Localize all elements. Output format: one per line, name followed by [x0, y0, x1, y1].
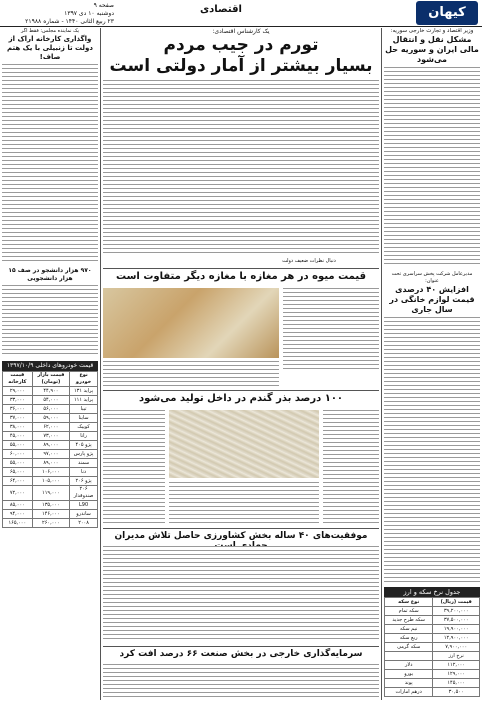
currency-table-row	[385, 616, 480, 625]
car-table-cell: ۳۶,۰۰۰	[3, 405, 33, 414]
car-table-header-cell: نوع خودرو	[70, 372, 98, 387]
currency-table-row	[385, 661, 480, 670]
car-table-row	[3, 414, 98, 423]
car-price-table	[2, 371, 98, 528]
currency-table-cell: ۱۹,۹۰۰,۰۰۰	[433, 625, 480, 634]
wheat-photo	[169, 410, 319, 478]
lead-byline: دنبال نظرات ضعیف دولت	[282, 258, 336, 264]
currency-table-cell: دلار	[385, 661, 433, 670]
currency-table-cell: ۷,۹۰۰,۰۰۰	[433, 643, 480, 652]
fruit-photo	[103, 288, 279, 358]
currency-table-cell: ۱۱۲,۰۰۰	[433, 661, 480, 670]
car-table-cell: کوییک	[70, 423, 98, 432]
car-table-row	[3, 441, 98, 450]
car-table-cell: ۳۸,۰۰۰	[3, 423, 33, 432]
car-table-cell: ۱۴۶,۰۰۰	[32, 510, 69, 519]
currency-table	[384, 597, 480, 697]
car-table-cell: ۹۷,۰۰۰	[32, 450, 69, 459]
agri-headline: موفقیت‌های ۴۰ ساله بخش کشاورزی حاصل تلاش مدیران	[114, 531, 368, 541]
issue-date: دوشنبه ۱۰ دی ۱۳۹۷	[64, 10, 114, 17]
center-area	[103, 28, 379, 700]
car-table-cell: ۱۳۵,۰۰۰	[32, 501, 69, 510]
agri-article-body	[103, 546, 379, 642]
car-table-title: قیمت خودروهای داخلی ۱۳۹۷/۱۰/۹	[2, 361, 98, 371]
currency-table-title: جدول نرخ سکه و ارز	[384, 587, 480, 597]
car-table-row	[3, 519, 98, 528]
left-mid-body	[2, 285, 98, 357]
car-table-cell: ۴۴,۹۰۰	[32, 387, 69, 396]
car-table-cell: ۵۵,۰۰۰	[3, 459, 33, 468]
wheat-article-body	[323, 410, 379, 524]
car-table-row	[3, 432, 98, 441]
car-table-cell: ساندرو	[70, 510, 98, 519]
car-table-cell: سمند	[70, 459, 98, 468]
invest-article-body	[103, 664, 379, 700]
currency-table-cell: یورو	[385, 670, 433, 679]
currency-table-cell	[385, 652, 433, 661]
car-table-row	[3, 477, 98, 486]
left-headline: واگذاری کارخانه اراک از دولت تا زنبیلی با یک هتم صاف!	[7, 35, 93, 61]
divider	[103, 646, 379, 647]
currency-table-cell: درهم امارات	[385, 688, 433, 697]
divider	[103, 390, 379, 391]
right-column-divider	[381, 28, 382, 700]
car-table-row	[3, 510, 98, 519]
car-table-cell: ۵۵,۰۰۰	[3, 441, 33, 450]
car-table-cell: L90	[70, 501, 98, 510]
car-table-cell: تیبا	[70, 405, 98, 414]
right-mid-body	[384, 317, 480, 583]
left-column-divider	[100, 28, 101, 700]
currency-table-row	[385, 652, 480, 661]
lead-article-body	[103, 80, 379, 256]
car-table-cell: ۳۳,۰۰۰	[3, 396, 33, 405]
currency-table-row	[385, 607, 480, 616]
fruit-article-body	[283, 288, 379, 372]
car-table-cell: ۹۴,۰۰۰	[3, 510, 33, 519]
car-table-cell: رانا	[70, 432, 98, 441]
left-kicker: یک نماینده مجلس: فقط اگر	[21, 28, 79, 34]
car-table-row	[3, 501, 98, 510]
right-kicker: وزیر اقتصاد و تجارت خارجی سوریه:	[390, 28, 474, 34]
wheat-article-body-3	[169, 482, 319, 524]
left-article-body	[2, 64, 98, 264]
car-table-cell: ۲۰۶ صندوقدار	[70, 486, 98, 501]
car-table-cell: پراید ۱۱۱	[70, 396, 98, 405]
left-column	[2, 28, 98, 700]
lead-headline-1: تورم در جیب مردم	[163, 35, 319, 55]
currency-table-header-cell: نوع سکه	[385, 598, 433, 607]
divider	[103, 268, 379, 269]
currency-table-row	[385, 679, 480, 688]
lead-headline-2: بسیار بیشتر از آمار دولتی است	[109, 56, 373, 76]
currency-table-cell: ۳۹,۲۰۰,۰۰۰	[433, 607, 480, 616]
car-table-cell: ۵۴,۰۰۰	[32, 396, 69, 405]
car-table-cell: ۲۰۰۸	[70, 519, 98, 528]
currency-table-cell: ۳۷,۵۰۰,۰۰۰	[433, 616, 480, 625]
issue-number: ۲۳ ربیع الثانی ۱۴۴۰ - شماره ۲۱۹۸۸	[25, 18, 114, 25]
car-table-cell: پراید ۱۳۱	[70, 387, 98, 396]
car-table-cell: ۴۵,۰۰۰	[3, 432, 33, 441]
currency-table-cell: ۱۴۵,۰۰۰	[433, 679, 480, 688]
car-table-cell: ۵۶,۰۰۰	[32, 405, 69, 414]
car-table-cell: ۳۷,۰۰۰	[3, 414, 33, 423]
car-table-cell: دنا	[70, 468, 98, 477]
section-title: اقتصادی	[200, 4, 242, 15]
car-table-cell: ۸۹,۰۰۰	[32, 459, 69, 468]
car-table-row	[3, 486, 98, 501]
page-header	[0, 0, 482, 27]
right-mid-headline: افزایش ۴۰ درصدی قیمت لوازم خانگی در سال جاری	[389, 285, 475, 314]
page-number: صفحه ۹	[93, 2, 114, 9]
lead-kicker: یک کارشناس اقتصادی:	[212, 28, 270, 35]
currency-table-row	[385, 643, 480, 652]
car-table-row	[3, 387, 98, 396]
car-table-cell: ۲۶۰,۰۰۰	[32, 519, 69, 528]
currency-table-row	[385, 670, 480, 679]
currency-table-header-cell: قیمت (ریال)	[433, 598, 480, 607]
currency-table-cell: ۱۲۹,۰۰۰	[433, 670, 480, 679]
car-table-cell: ۶۰,۰۰۰	[3, 450, 33, 459]
currency-table-cell: ۱۲,۹۰۰,۰۰۰	[433, 634, 480, 643]
car-table-row	[3, 405, 98, 414]
car-table-cell: ۶۲,۰۰۰	[32, 423, 69, 432]
car-table-cell: ۱۶۵,۰۰۰	[3, 519, 33, 528]
wheat-headline: ۱۰۰ درصد بذر گندم در داخل تولید می‌شود	[138, 393, 344, 404]
car-table-header-cell: قیمت کارخانه	[3, 372, 33, 387]
car-table-cell: ۱۰۶,۰۰۰	[32, 468, 69, 477]
fruit-headline: قیمت میوه در هر مغازه با مغازه دیگر متفاوت است	[115, 271, 366, 282]
car-table-cell: پژو پارس	[70, 450, 98, 459]
car-table-cell: ۸۹,۰۰۰	[32, 441, 69, 450]
car-table-cell: ۷۲,۰۰۰	[3, 486, 33, 501]
currency-table-cell: سکه طرح جدید	[385, 616, 433, 625]
right-mid-kicker: مدیرعامل شرکت پخش سراسری تحت عنوان:	[391, 271, 473, 284]
car-table-cell: ۲۹,۰۰۰	[3, 387, 33, 396]
right-column	[384, 28, 480, 700]
currency-table-cell: پوند	[385, 679, 433, 688]
car-table-row	[3, 396, 98, 405]
fruit-article-body-2	[103, 361, 279, 388]
currency-table-cell: سکه تمام	[385, 607, 433, 616]
car-table-cell: ۱۰۵,۰۰۰	[32, 477, 69, 486]
car-table-cell: ۸۵,۰۰۰	[3, 501, 33, 510]
invest-headline: سرمایه‌گذاری خارجی در بخش صنعت ۶۶ درصد افت کرد	[119, 649, 363, 659]
kayhan-logo: کیهان	[416, 1, 478, 25]
currency-table-cell: سکه گرمی	[385, 643, 433, 652]
car-table-row	[3, 459, 98, 468]
car-table-cell: ۱۱۹,۰۰۰	[32, 486, 69, 501]
car-table-header-cell: قیمت بازار (تومان)	[32, 372, 69, 387]
car-table-row	[3, 468, 98, 477]
left-mid-headline: ۹۷۰ هزار دانشجو در صف ۱۵ هزار دانشجویی	[8, 267, 92, 282]
car-table-cell: ۷۳,۰۰۰	[32, 432, 69, 441]
currency-table-cell: نیم سکه	[385, 625, 433, 634]
divider	[103, 528, 379, 529]
car-table-cell: ساینا	[70, 414, 98, 423]
currency-table-cell: نرخ ارز	[433, 652, 480, 661]
car-table-cell: ۵۹,۰۰۰	[32, 414, 69, 423]
currency-table-row	[385, 625, 480, 634]
car-table-cell: پژو ۴۰۵	[70, 441, 98, 450]
car-table-cell: ۶۵,۰۰۰	[3, 468, 33, 477]
car-table-cell: پژو ۲۰۶	[70, 477, 98, 486]
currency-table-row	[385, 688, 480, 697]
right-article-body	[384, 67, 480, 267]
currency-table-row	[385, 634, 480, 643]
currency-table-cell: ربع سکه	[385, 634, 433, 643]
car-table-row	[3, 450, 98, 459]
car-table-cell: ۶۴,۰۰۰	[3, 477, 33, 486]
issue-meta	[4, 2, 114, 26]
wheat-article-body-2	[103, 410, 165, 524]
currency-table-cell: ۳۰,۵۰۰	[433, 688, 480, 697]
right-headline: مشکل نقل و انتقال مالی ایران و سوریه حل می‌شود	[385, 35, 479, 64]
car-table-row	[3, 423, 98, 432]
